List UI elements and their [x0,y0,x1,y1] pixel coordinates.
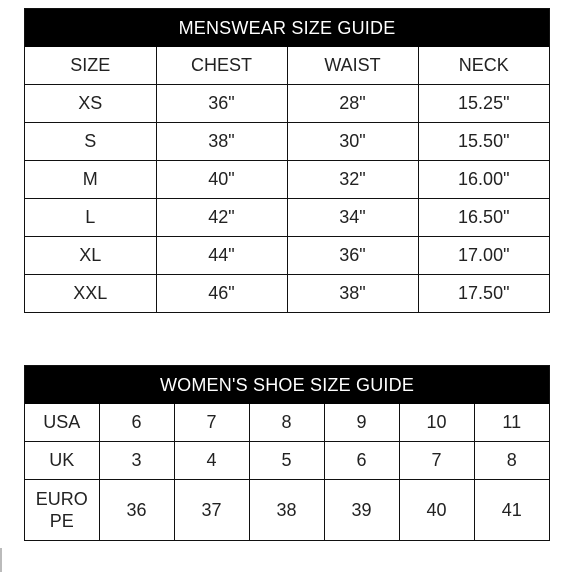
size-cell: XXL [25,275,156,313]
table-row [25,123,549,161]
size-cell: S [25,123,156,161]
table-row [25,85,549,123]
waist-cell: 28" [287,85,418,123]
edge-divider [0,548,2,572]
size-cell: 38 [249,480,324,541]
row-label-usa: USA [25,404,99,442]
column-header-chest: CHEST [156,47,287,85]
womens-shoe-size-guide [24,365,550,541]
table-row [25,480,549,541]
size-cell: 4 [174,442,249,480]
column-header-size: SIZE [25,47,156,85]
column-header-neck: NECK [418,47,549,85]
table-row [25,199,549,237]
size-cell: 37 [174,480,249,541]
chest-cell: 40" [156,161,287,199]
column-header-waist: WAIST [287,47,418,85]
size-cell: M [25,161,156,199]
table-row [25,275,549,313]
table-row [25,442,549,480]
size-cell: 41 [474,480,549,541]
neck-cell: 15.25" [418,85,549,123]
neck-cell: 16.00" [418,161,549,199]
chest-cell: 36" [156,85,287,123]
shoe-size-table [25,404,549,540]
table-header-row [25,47,549,85]
waist-cell: 30" [287,123,418,161]
waist-cell: 36" [287,237,418,275]
table-row [25,237,549,275]
chest-cell: 42" [156,199,287,237]
neck-cell: 15.50" [418,123,549,161]
chest-cell: 46" [156,275,287,313]
chest-cell: 44" [156,237,287,275]
shoe-guide-title: WOMEN'S SHOE SIZE GUIDE [25,366,549,404]
menswear-size-guide [24,8,550,313]
size-cell: 7 [399,442,474,480]
row-label-europe [25,480,99,541]
size-cell: 5 [249,442,324,480]
neck-cell: 17.00" [418,237,549,275]
size-cell: 39 [324,480,399,541]
size-cell: XL [25,237,156,275]
table-row [25,404,549,442]
menswear-size-table [25,47,549,312]
menswear-guide-title: MENSWEAR SIZE GUIDE [25,9,549,47]
waist-cell: 38" [287,275,418,313]
size-cell: 3 [99,442,174,480]
neck-cell: 17.50" [418,275,549,313]
size-cell: 10 [399,404,474,442]
size-cell: 36 [99,480,174,541]
size-cell: L [25,199,156,237]
waist-cell: 32" [287,161,418,199]
size-cell: XS [25,85,156,123]
size-cell: 11 [474,404,549,442]
chest-cell: 38" [156,123,287,161]
size-cell: 6 [324,442,399,480]
size-cell: 6 [99,404,174,442]
size-cell: 9 [324,404,399,442]
waist-cell: 34" [287,199,418,237]
size-cell: 8 [474,442,549,480]
size-cell: 40 [399,480,474,541]
row-label-uk: UK [25,442,99,480]
table-row [25,161,549,199]
size-cell: 7 [174,404,249,442]
neck-cell: 16.50" [418,199,549,237]
size-cell: 8 [249,404,324,442]
row-label-europe-text: EUROPE [35,489,88,531]
